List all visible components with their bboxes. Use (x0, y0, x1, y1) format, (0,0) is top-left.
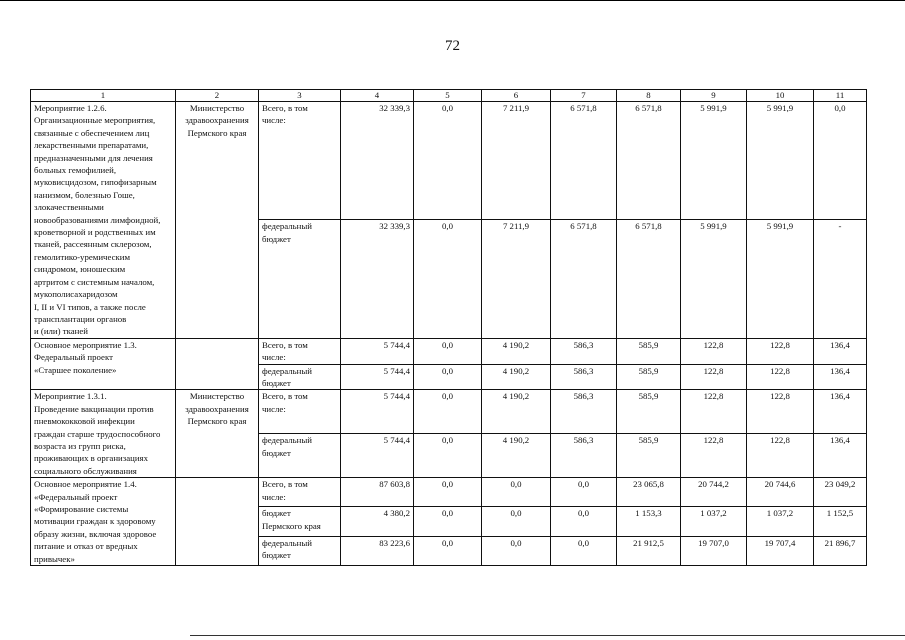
amount-cell: 122,8 (681, 338, 747, 364)
text-line: лекарственными препаратами, (34, 140, 149, 151)
amount-cell: 6 571,8 (551, 220, 617, 338)
text-line: злокачественными (34, 202, 104, 213)
amount-cell: 136,4 (814, 364, 867, 390)
column-number-header: 2 (176, 90, 259, 102)
amount-cell: 0,0 (551, 507, 617, 536)
amount-cell: 20 744,2 (681, 478, 747, 507)
amount-cell: 0,0 (414, 507, 482, 536)
amount-cell: 32 339,3 (341, 220, 414, 338)
page-number: 72 (445, 38, 460, 54)
text-line: числе: (262, 352, 286, 363)
amount-cell: 122,8 (747, 364, 814, 390)
text-line: Всего, в том (262, 479, 308, 490)
text-line: федеральный (262, 435, 312, 446)
text-line: возраста из групп риска, (34, 440, 126, 451)
funding-source-cell (259, 434, 341, 478)
text-line: числе: (262, 115, 286, 126)
text-line: Основное мероприятие 1.4. (34, 479, 137, 490)
amount-cell: 4 190,2 (482, 434, 551, 478)
text-line: бюджет (262, 233, 291, 244)
amount-cell: 122,8 (681, 390, 747, 434)
amount-cell: 7 211,9 (482, 220, 551, 338)
activity-name-cell (31, 390, 176, 478)
amount-cell: 1 037,2 (681, 507, 747, 536)
amount-cell: 6 571,8 (617, 220, 681, 338)
text-line: Проведение вакцинации против (34, 403, 154, 414)
amount-cell: 4 380,2 (341, 507, 414, 536)
text-line: гемолитико-уремическим (34, 251, 131, 262)
amount-cell: 0,0 (482, 507, 551, 536)
text-line: федеральный (262, 365, 312, 376)
text-line: новообразованиями лимфоидной, (34, 214, 161, 225)
text-line: Министерство (189, 391, 245, 402)
text-line: Всего, в том (262, 103, 308, 113)
amount-cell: 6 571,8 (617, 102, 681, 220)
funding-source-cell (259, 478, 341, 507)
text-line: Мероприятие 1.3.1. (34, 391, 107, 402)
amount-cell: 0,0 (414, 102, 482, 220)
executor-cell (176, 390, 259, 478)
amount-cell: 586,3 (551, 434, 617, 478)
executor-cell (176, 478, 259, 566)
amount-cell: 136,4 (814, 434, 867, 478)
text-line: образу жизни, включая здоровое (34, 528, 157, 539)
amount-cell: 5 991,9 (747, 220, 814, 338)
text-line: синдромом, юношеским (34, 264, 126, 275)
table-row (31, 338, 867, 364)
text-line: и (или) тканей (34, 326, 88, 337)
column-number-header: 3 (259, 90, 341, 102)
text-line: Всего, в том (262, 391, 308, 402)
text-line: Федеральный проект (34, 352, 113, 363)
amount-cell: 586,3 (551, 364, 617, 390)
amount-cell: 0,0 (414, 390, 482, 434)
text-line: здравоохранения (185, 115, 249, 126)
funding-source-cell (259, 390, 341, 434)
column-number-header: 7 (551, 90, 617, 102)
text-line: Основное мероприятие 1.3. (34, 339, 137, 350)
amount-cell: 5 744,4 (341, 434, 414, 478)
text-line: бюджет (262, 550, 291, 561)
funding-source-cell (259, 220, 341, 338)
amount-cell: 1 153,3 (617, 507, 681, 536)
amount-cell: 21 912,5 (617, 536, 681, 565)
amount-cell: 0,0 (551, 478, 617, 507)
amount-cell: 122,8 (681, 364, 747, 390)
text-line: муковисцидозом, гипофизарным (34, 177, 157, 188)
funding-source-cell (259, 338, 341, 364)
text-line: Пермского края (187, 416, 247, 427)
amount-cell: 122,8 (747, 338, 814, 364)
text-line: больных гемофилией, (34, 165, 117, 176)
amount-cell: 6 571,8 (551, 102, 617, 220)
amount-cell: 586,3 (551, 338, 617, 364)
text-line: Пермского края (187, 127, 247, 138)
text-line: проживающих в организациях (34, 453, 148, 464)
amount-cell: 5 744,4 (341, 390, 414, 434)
text-line: социального обслуживания (34, 465, 137, 476)
amount-cell: 585,9 (617, 364, 681, 390)
column-number-header: 10 (747, 90, 814, 102)
text-line: бюджет (262, 377, 291, 388)
funding-source-cell (259, 364, 341, 390)
activity-name-cell (31, 338, 176, 390)
amount-cell: 5 991,9 (681, 220, 747, 338)
amount-cell: 136,4 (814, 390, 867, 434)
text-line: «Формирование системы (34, 504, 129, 514)
table-row (31, 478, 867, 507)
table-row (31, 102, 867, 220)
amount-cell: 21 896,7 (814, 536, 867, 565)
amount-cell: 19 707,0 (681, 536, 747, 565)
amount-cell: 19 707,4 (747, 536, 814, 565)
text-line: числе: (262, 403, 286, 414)
text-line: бюджет (262, 447, 291, 458)
amount-cell: 0,0 (414, 338, 482, 364)
amount-cell: 23 065,8 (617, 478, 681, 507)
text-line: предназначенными для лечения (34, 152, 153, 163)
amount-cell: 586,3 (551, 390, 617, 434)
amount-cell: 32 339,3 (341, 102, 414, 220)
amount-cell: 5 744,4 (341, 338, 414, 364)
funding-source-cell (259, 102, 341, 220)
column-number-header: 5 (414, 90, 482, 102)
text-line: тканей, рассеянным склерозом, (34, 239, 152, 250)
text-line: граждан старше трудоспособного (34, 428, 161, 439)
text-line: Организационные мероприятия, (34, 115, 156, 126)
text-line: Мероприятие 1.2.6. (34, 103, 107, 113)
amount-cell: 23 049,2 (814, 478, 867, 507)
column-number-header: 4 (341, 90, 414, 102)
executor-cell (176, 102, 259, 339)
budget-table (30, 89, 867, 566)
text-line: артритом с системным началом, (34, 276, 155, 287)
text-line: Министерство (189, 103, 245, 113)
column-number-header: 6 (482, 90, 551, 102)
amount-cell: 0,0 (551, 536, 617, 565)
text-line: федеральный (262, 537, 312, 548)
text-line: связанные с обеспечением лиц (34, 127, 150, 138)
text-line: Пермского края (262, 520, 321, 531)
amount-cell: 83 223,6 (341, 536, 414, 565)
text-line: «Федеральный проект (34, 491, 118, 502)
amount-cell: 122,8 (681, 434, 747, 478)
amount-cell: 1 152,5 (814, 507, 867, 536)
amount-cell: 0,0 (482, 478, 551, 507)
amount-cell: 585,9 (617, 434, 681, 478)
amount-cell: 7 211,9 (482, 102, 551, 220)
amount-cell: 5 744,4 (341, 364, 414, 390)
amount-cell: 0,0 (414, 434, 482, 478)
text-line: федеральный (262, 221, 312, 232)
text-line: Всего, в том (262, 339, 308, 350)
table-header-row (31, 90, 867, 102)
text-line: нанизмом, болезнью Гоше, (34, 189, 135, 200)
text-line: I, II и VI типов, а также после (34, 301, 146, 312)
amount-cell: 0,0 (414, 536, 482, 565)
text-line: мотивации граждан к здоровому (34, 516, 156, 527)
amount-cell: 0,0 (814, 102, 867, 220)
funding-source-cell (259, 507, 341, 536)
text-line: привычек» (34, 553, 75, 564)
scan-top-border (0, 0, 905, 1)
text-line: мукополисахаридозом (34, 289, 118, 300)
amount-cell: 0,0 (414, 478, 482, 507)
amount-cell: 585,9 (617, 390, 681, 434)
activity-name-cell (31, 102, 176, 339)
amount-cell: 20 744,6 (747, 478, 814, 507)
text-line: пневмококковой инфекции (34, 416, 135, 427)
funding-source-cell (259, 536, 341, 565)
amount-cell: 4 190,2 (482, 390, 551, 434)
amount-cell: 0,0 (414, 364, 482, 390)
amount-cell: 585,9 (617, 338, 681, 364)
text-line: трансплантации органов (34, 313, 127, 324)
scan-bottom-edge (190, 635, 905, 636)
column-number-header: 1 (31, 90, 176, 102)
activity-name-cell (31, 478, 176, 566)
text-line: числе: (262, 491, 286, 502)
table-row (31, 390, 867, 434)
column-number-header: 9 (681, 90, 747, 102)
amount-cell: 122,8 (747, 434, 814, 478)
amount-cell: 5 991,9 (747, 102, 814, 220)
amount-cell: 0,0 (414, 220, 482, 338)
amount-cell: 122,8 (747, 390, 814, 434)
amount-cell: 5 991,9 (681, 102, 747, 220)
amount-cell: 4 190,2 (482, 364, 551, 390)
executor-cell (176, 338, 259, 390)
column-number-header: 8 (617, 90, 681, 102)
amount-cell: 4 190,2 (482, 338, 551, 364)
text-line: питание и отказ от вредных (34, 541, 138, 552)
amount-cell: 136,4 (814, 338, 867, 364)
text-line: бюджет (262, 508, 291, 519)
text-line: «Старшее поколение» (34, 364, 117, 375)
amount-cell: 87 603,8 (341, 478, 414, 507)
text-line: кроветворной и родственных им (34, 227, 156, 238)
text-line: здравоохранения (185, 403, 249, 414)
column-number-header: 11 (814, 90, 867, 102)
amount-cell: - (814, 220, 867, 338)
amount-cell: 1 037,2 (747, 507, 814, 536)
amount-cell: 0,0 (482, 536, 551, 565)
